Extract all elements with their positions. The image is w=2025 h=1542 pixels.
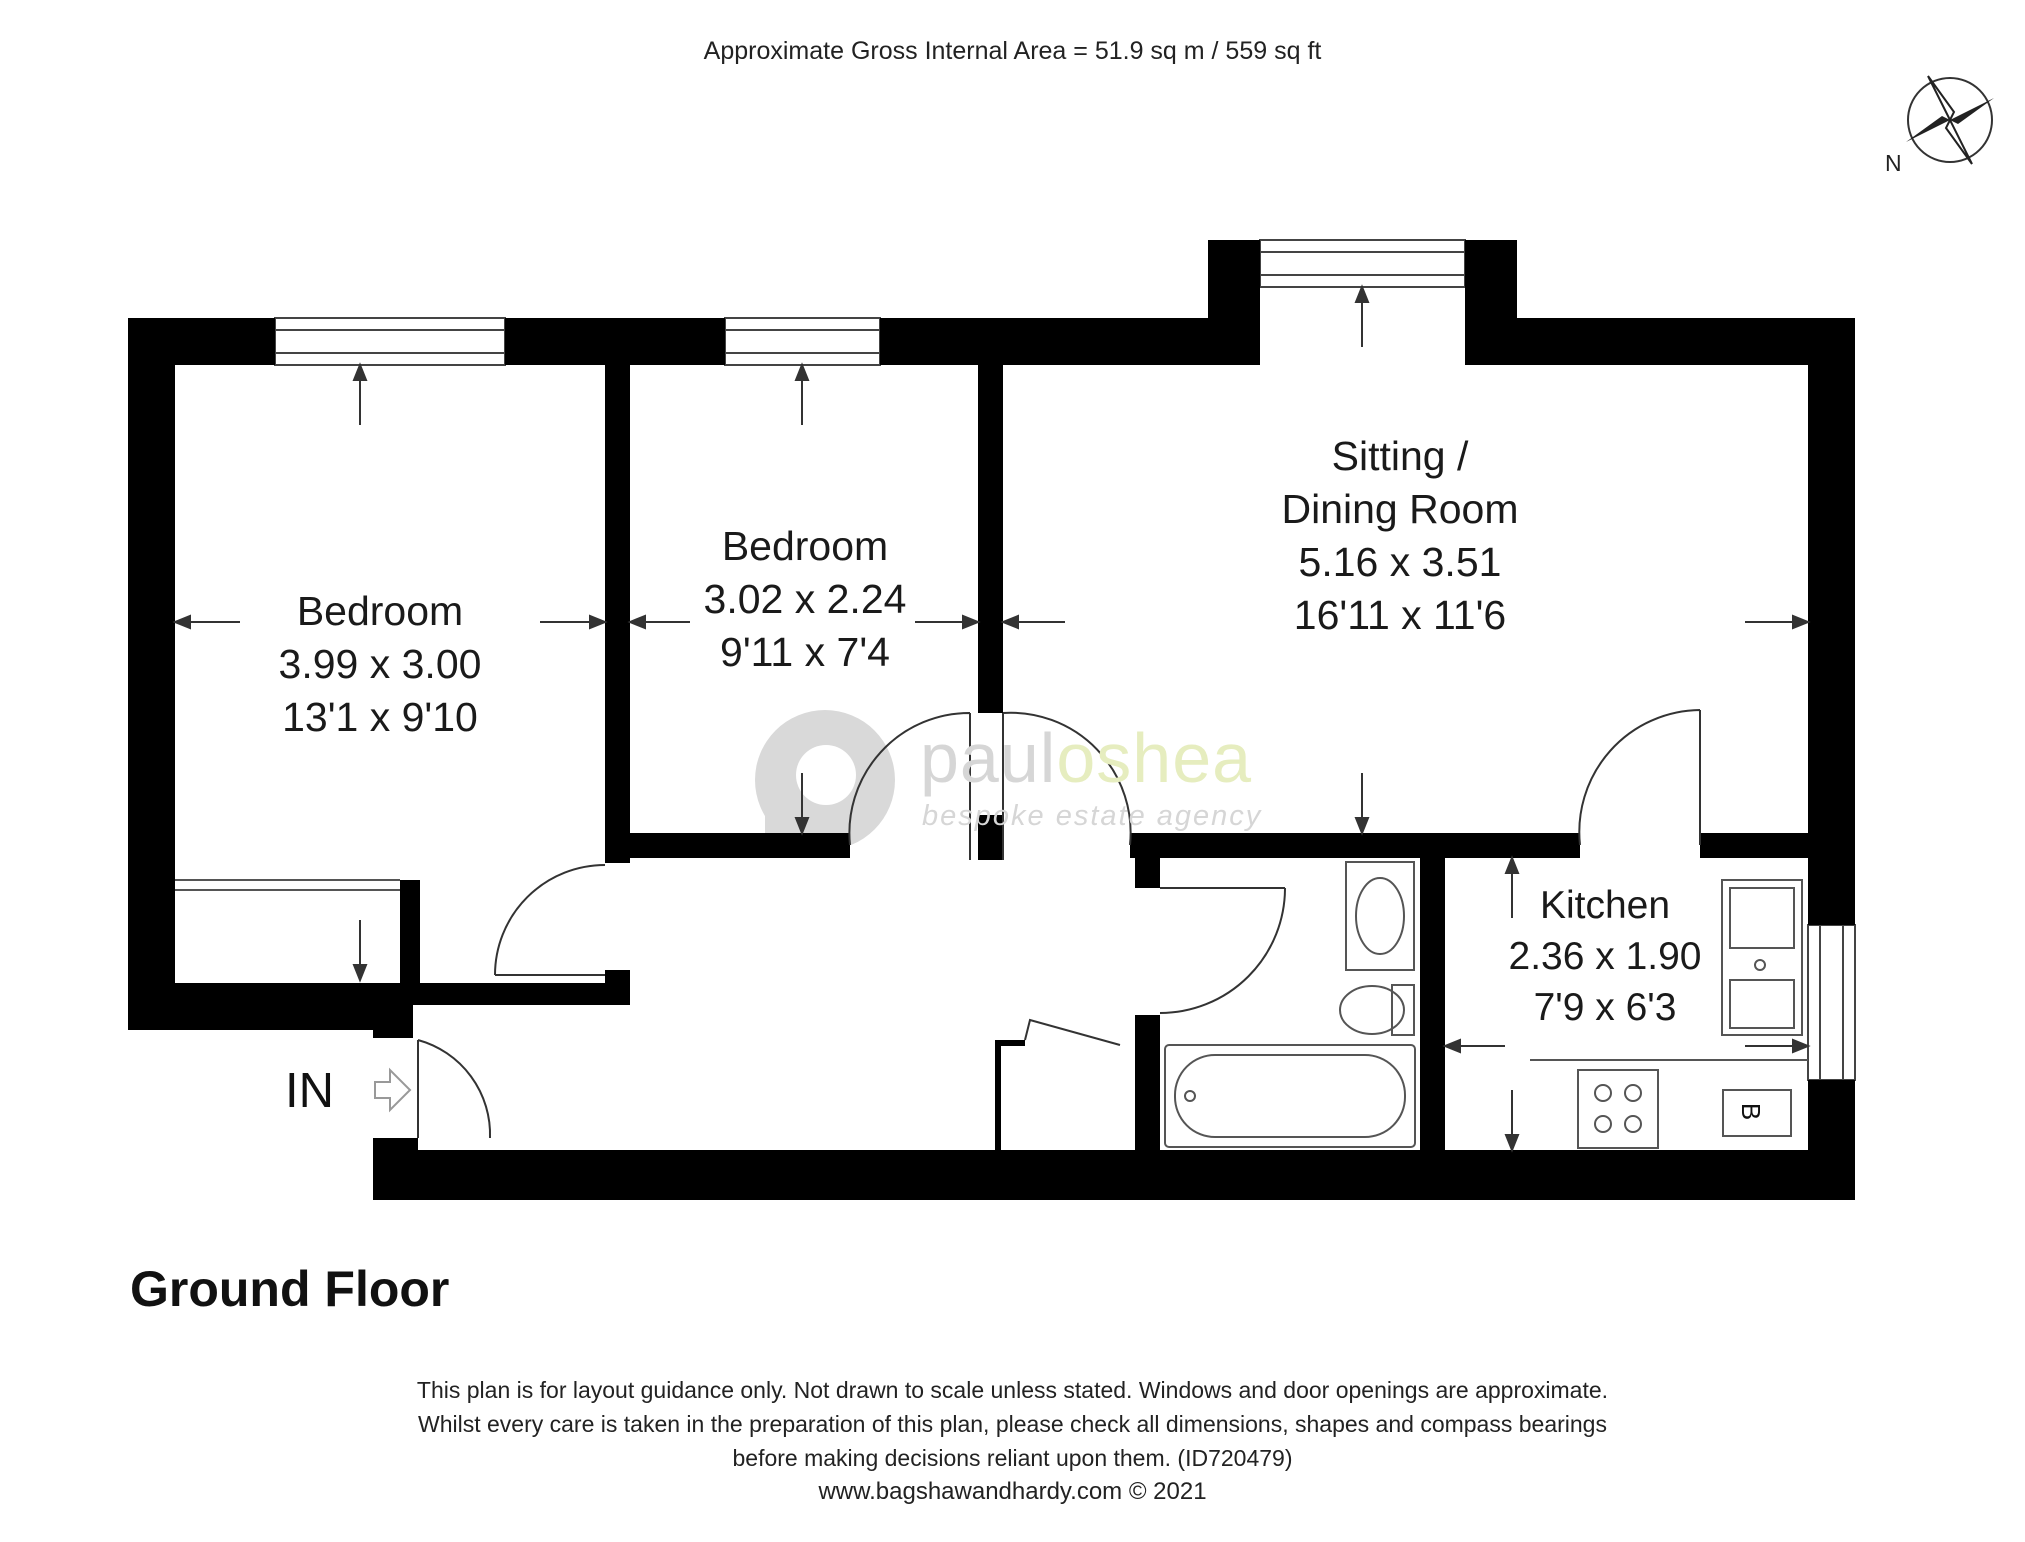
- door-entrance: [418, 1040, 490, 1138]
- disclaimer-line-3: before making decisions reliant upon them. (ID720479): [732, 1445, 1293, 1471]
- room-metric: 3.02 x 2.24: [703, 576, 907, 622]
- entrance-arrow: [375, 1070, 410, 1110]
- wall: [1465, 240, 1517, 365]
- room-metric: 5.16 x 3.51: [1298, 539, 1502, 585]
- wall: [413, 983, 628, 1005]
- wall: [605, 833, 850, 858]
- room-imperial: 9'11 x 7'4: [720, 629, 890, 675]
- room-imperial: 7'9 x 6'3: [1533, 986, 1677, 1029]
- wall: [978, 318, 1003, 713]
- door-cupboard: [1025, 1020, 1120, 1045]
- wall: [128, 983, 373, 1030]
- watermark-logo: [755, 710, 895, 850]
- wall: [605, 318, 630, 863]
- disclaimer: [0, 1373, 2025, 1475]
- disclaimer-line-2: Whilst every care is taken in the preparation of this plan, please check all dimensions, shapes and compass bearings: [418, 1411, 1607, 1437]
- floor-title: Ground Floor: [130, 1261, 450, 1317]
- watermark-name-part2: oshea: [1056, 719, 1253, 797]
- room-metric: 3.99 x 3.00: [278, 641, 482, 687]
- room-name: Kitchen: [1539, 884, 1671, 927]
- door-bathroom: [1160, 888, 1285, 1013]
- room-metric: 2.36 x 1.90: [1508, 935, 1702, 978]
- door-kitchen: [1579, 710, 1700, 845]
- window-sitting: [1260, 240, 1465, 287]
- wall: [605, 970, 630, 1005]
- room-name-line2: Dining Room: [1281, 486, 1519, 532]
- door-bedroom1: [495, 865, 605, 975]
- room-sitting-dining: [1250, 430, 1550, 642]
- wall: [373, 1138, 418, 1200]
- wall: [880, 318, 1210, 365]
- wall: [1808, 318, 1855, 925]
- entrance-label: IN: [285, 1064, 334, 1118]
- disclaimer-line-1: This plan is for layout guidance only. Not drawn to scale unless stated. Windows and door openings are approximate.: [416, 1377, 1609, 1403]
- toilet: [1340, 986, 1404, 1034]
- wall: [1208, 240, 1260, 365]
- wall: [1130, 833, 1580, 858]
- wall: [373, 983, 413, 1038]
- watermark-tagline: bespoke estate agency: [922, 800, 1263, 832]
- wall: [1135, 833, 1160, 888]
- room-imperial: 16'11 x 11'6: [1293, 592, 1507, 638]
- room-bedroom-2: [680, 520, 930, 679]
- wall: [1700, 833, 1808, 858]
- wall: [1420, 833, 1445, 1200]
- window-kitchen: [1808, 925, 1855, 1080]
- window-bedroom1: [275, 318, 505, 365]
- wall: [995, 1040, 1001, 1150]
- bath: [1165, 1045, 1415, 1147]
- watermark-name: [920, 718, 1252, 798]
- room-kitchen: [1480, 880, 1730, 1033]
- wall: [400, 880, 420, 990]
- gross-internal-area: Approximate Gross Internal Area = 51.9 sq m / 559 sq ft: [703, 37, 1322, 65]
- boiler-label: B: [1736, 1102, 1767, 1121]
- wall: [128, 318, 175, 1030]
- north-label: N: [1885, 150, 1902, 176]
- window-bedroom2: [725, 318, 880, 365]
- room-name: Bedroom: [721, 523, 889, 569]
- room-imperial: 13'1 x 9'10: [282, 694, 478, 740]
- room-bedroom-1: [255, 585, 505, 744]
- sink: [1722, 880, 1802, 1035]
- wall: [1135, 1015, 1160, 1200]
- compass-icon: [1906, 76, 1994, 164]
- hob: [1578, 1070, 1658, 1148]
- room-name: Bedroom: [296, 588, 464, 634]
- website-copyright: www.bagshawandhardy.com © 2021: [818, 1478, 1207, 1505]
- wall: [373, 1150, 1855, 1200]
- watermark-name-part1: paul: [920, 719, 1057, 797]
- room-name-line1: Sitting /: [1331, 433, 1469, 479]
- wall: [1517, 318, 1855, 365]
